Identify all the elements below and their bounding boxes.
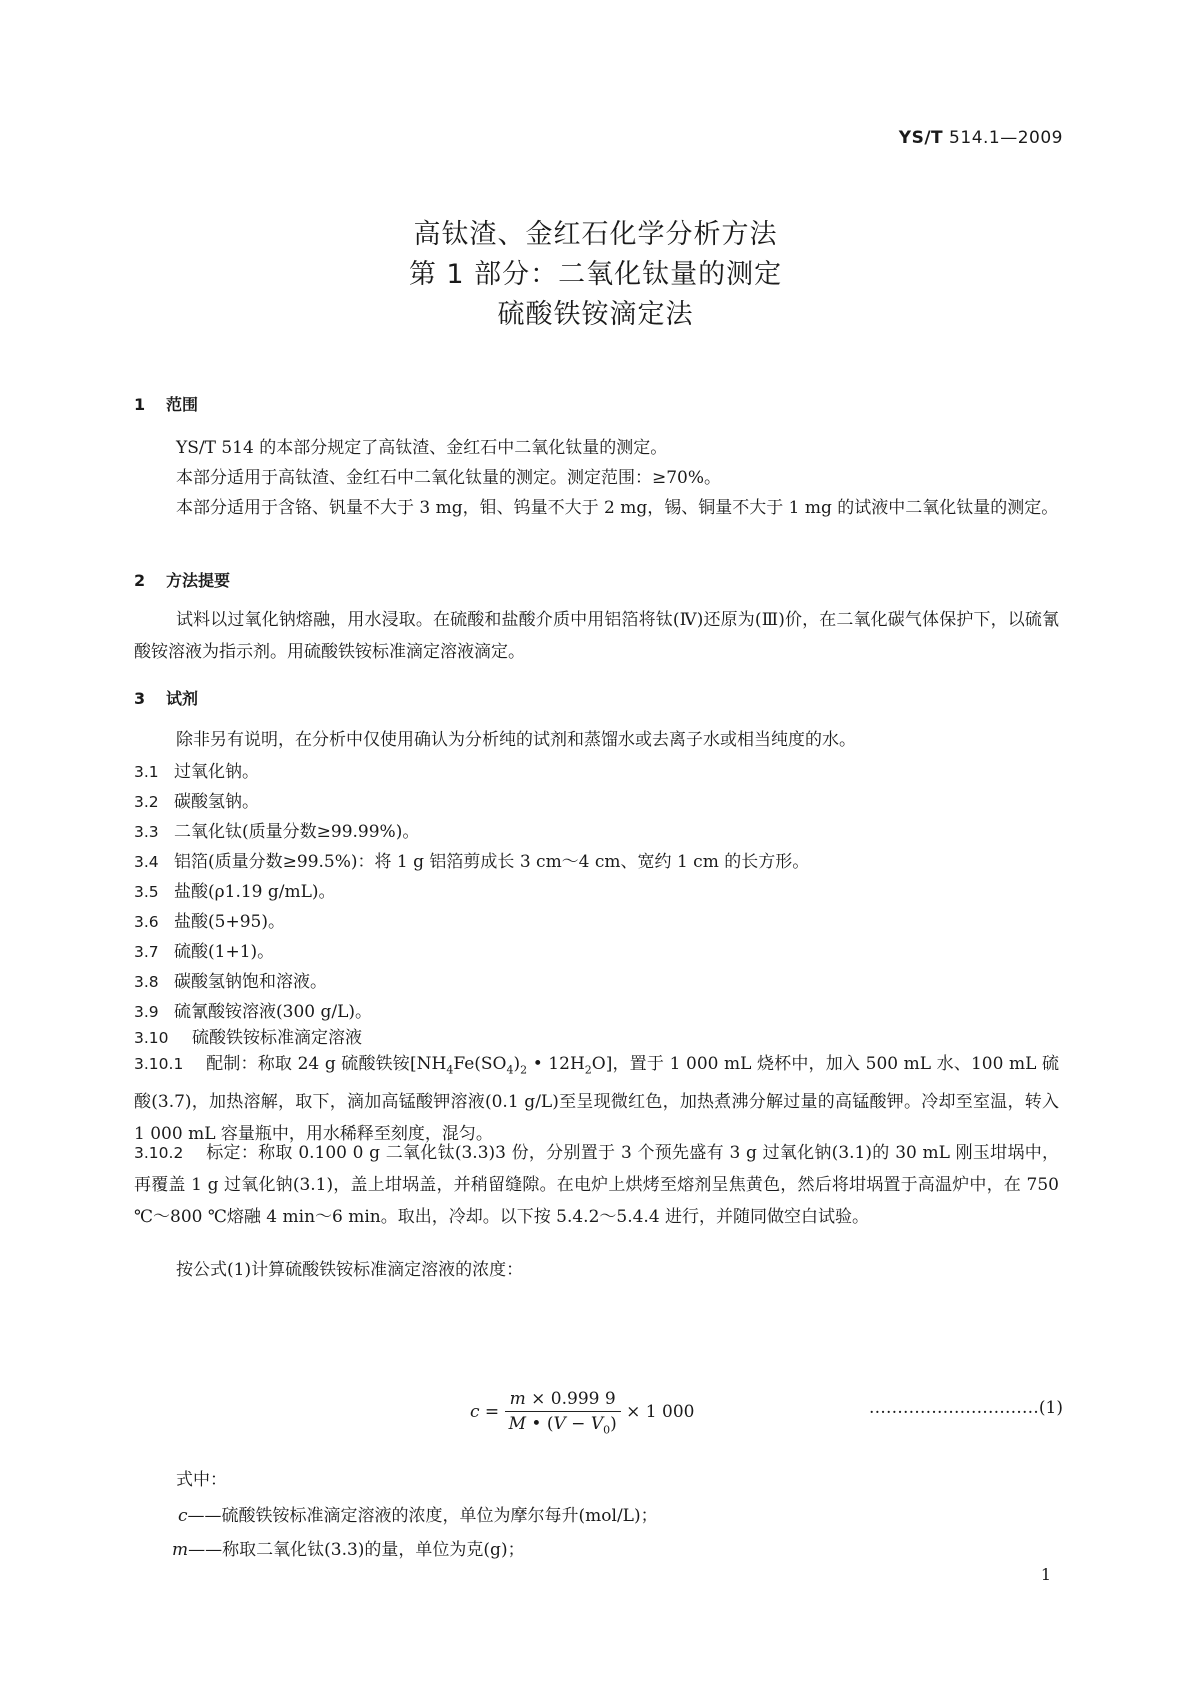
- paragraph-reagents-intro: 除非另有说明，在分析中仅使用确认为分析纯的试剂和蒸馏水或去离子水或相当纯度的水。: [176, 730, 856, 750]
- reagent-item: 3.4 铝箔(质量分数≥99.5%)：将 1 g 铝箔剪成长 3 cm～4 cm、宽约 1 cm 的长方形。: [134, 852, 810, 872]
- formula-fraction: $\frac{m \times 0.999 9}{M • (V - V_0)}$: [505, 1389, 621, 1436]
- reagent-item: 3.1 过氧化钠。: [134, 762, 259, 782]
- where-label: 式中：: [176, 1470, 227, 1490]
- section-heading-reagents: 3 试剂: [134, 689, 199, 708]
- reagent-item: 3.7 硫酸(1+1)。: [134, 942, 275, 962]
- page-number: 1: [1040, 1565, 1051, 1584]
- title-line-2: 第 1 部分：二氧化钛量的测定: [408, 259, 783, 290]
- item-3-10-2: 3.10.2 标定：称取 0.100 0 g 二氧化钛(3.3)3 份，分别置于 3 个预先盛有 3 g 过氧化钠(3.1)的 30 mL 刚玉坩埚中，再覆盖 1 g 过氧化钠(3.1)，盖上坩埚盖，并稍留缝隙。在电炉上烘烤至熔剂呈焦黄色，然后将坩埚置于高温炉中，在 750 ℃～800 ℃熔融 4 min～6 min。取出，冷却。以下按 5.4.2～5.4.4 进行，并随同做空白试验。: [134, 1143, 1059, 1227]
- section-heading-scope: 1 范围: [134, 395, 199, 414]
- title-line-3: 硫酸铁铵滴定法: [497, 299, 694, 330]
- reagent-item: 3.8 碳酸氢钠饱和溶液。: [134, 972, 327, 992]
- formula-intro: 按公式(1)计算硫酸铁铵标准滴定溶液的浓度：: [176, 1260, 524, 1280]
- equation-number: …………………………(1): [868, 1398, 1063, 1418]
- section-heading-method: 2 方法提要: [134, 571, 231, 590]
- paragraph-method: 试料以过氧化钠熔融，用水浸取。在硫酸和盐酸介质中用铝箔将钛(Ⅳ)还原为(Ⅲ)价，在二氧化碳气体保护下，以硫氰酸铵溶液为指示剂。用硫酸铁铵标准滴定溶液滴定。: [134, 610, 1059, 662]
- reagent-item: 3.5 盐酸(ρ1.19 g/mL)。: [134, 882, 336, 902]
- paragraph-scope-3: 本部分适用于含铬、钒量不大于 3 mg，钼、钨量不大于 2 mg，锡、铜量不大于 1 mg 的试液中二氧化钛量的测定。: [176, 498, 1059, 518]
- reagent-item: 3.2 碳酸氢钠。: [134, 792, 259, 812]
- where-m: m——称取二氧化钛(3.3)的量，单位为克(g)；: [172, 1540, 525, 1560]
- paragraph-scope-1: YS/T 514 的本部分规定了高钛渣、金红石中二氧化钛量的测定。: [176, 438, 668, 458]
- reagent-item: 3.9 硫氰酸铵溶液(300 g/L)。: [134, 1002, 373, 1022]
- standard-code: YS/T 514.1—2009: [898, 128, 1063, 148]
- reagent-item: 3.3 二氧化钛(质量分数≥99.99%)。: [134, 822, 420, 842]
- formula-1: c = $\frac{m \times 0.999 9}{M • (V - V_0)}$ × 1 000: [470, 1389, 695, 1437]
- item-3-10-1: 3.10.1 配制：称取 24 g 硫酸铁铵[$NH_4Fe(SO_4)_2$ • $12H_2O$]，置于 1 000 mL 烧杯中，加入 500 mL 水、100 mL 硫酸(3.7)，加热溶解，取下，滴加高锰酸钾溶液(0.1 g/L)至呈现微红色，加热煮沸分解过量的高锰酸钾。冷却至室温，转入 1 000 mL 容量瓶中，用水稀释至刻度，混匀。: [134, 1054, 1060, 1145]
- paragraph-scope-2: 本部分适用于高钛渣、金红石中二氧化钛量的测定。测定范围：≥70%。: [176, 468, 722, 488]
- reagent-item: 3.10 硫酸铁铵标准滴定溶液: [134, 1028, 362, 1048]
- where-c: c——硫酸铁铵标准滴定溶液的浓度，单位为摩尔每升(mol/L)；: [178, 1506, 658, 1526]
- title-line-1: 高钛渣、金红石化学分析方法: [413, 219, 778, 250]
- reagent-item: 3.6 盐酸(5+95)。: [134, 912, 285, 932]
